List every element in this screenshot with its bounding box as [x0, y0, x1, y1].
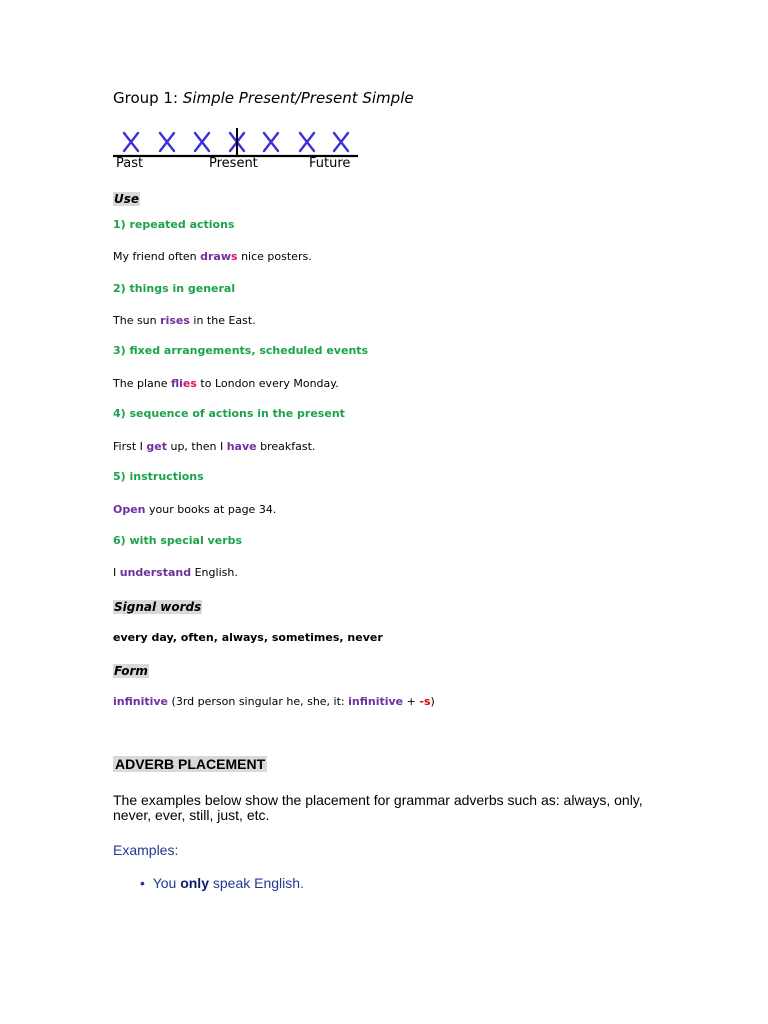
cross-mark: [334, 133, 348, 151]
text-fragment: First I: [113, 440, 147, 453]
highlight-verb: fli: [170, 377, 183, 390]
text-fragment: up, then I: [166, 440, 227, 453]
timeline-label-future: Future: [309, 156, 351, 171]
example-sentence: [113, 314, 256, 327]
highlight-ending: es: [182, 377, 197, 390]
use-label-1: 1) repeated actions: [113, 218, 235, 231]
highlight-verb: infinitive: [113, 695, 169, 708]
adverb-description: The examples below show the placement for grammar adverbs such as: always, only, never, ever, still, just, etc.: [113, 792, 643, 823]
highlight-ending: s: [231, 250, 238, 263]
text-fragment: The plane: [113, 377, 171, 390]
bullet-adverb: only: [180, 875, 209, 891]
text-fragment: to London every Monday.: [196, 377, 339, 390]
text-fragment: in the East.: [189, 314, 256, 327]
text-fragment: nice posters.: [237, 250, 312, 263]
highlight-verb: draw: [200, 250, 232, 263]
use-label-6: 6) with special verbs: [113, 534, 243, 547]
highlight-verb: get: [146, 440, 167, 453]
use-label-2: 2) things in general: [113, 282, 236, 295]
highlight-verb: understand: [119, 566, 192, 579]
text-fragment: your books at page 34.: [145, 503, 277, 516]
highlight-verb: infinitive: [348, 695, 404, 708]
text-fragment: (3rd person singular he, she, it:: [168, 695, 349, 708]
example-sentence: [113, 440, 315, 453]
example-sentence: [113, 503, 276, 516]
example-sentence: [113, 566, 238, 579]
example-sentence: [113, 377, 339, 390]
signal-words-list: every day, often, always, sometimes, never: [113, 631, 383, 644]
highlight-verb: have: [226, 440, 257, 453]
use-heading: Use: [114, 192, 140, 206]
use-label-5: 5) instructions: [113, 470, 204, 483]
form-rule: [113, 695, 435, 708]
cross-mark: [264, 133, 278, 151]
text-fragment: I: [113, 566, 120, 579]
text-fragment: ): [430, 695, 435, 708]
example-bullet: [140, 875, 304, 891]
text-fragment: My friend often: [113, 250, 201, 263]
adverb-placement-heading: ADVERB PLACEMENT: [115, 756, 266, 772]
timeline-diagram: [112, 120, 372, 180]
example-sentence: [113, 250, 312, 263]
text-fragment: English.: [191, 566, 238, 579]
use-label-3: 3) fixed arrangements, scheduled events: [113, 344, 369, 357]
text-fragment: +: [403, 695, 420, 708]
text-fragment: The sun: [113, 314, 161, 327]
cross-mark: [124, 133, 138, 151]
cross-mark: [195, 133, 209, 151]
page-title: [113, 89, 414, 107]
title-tense: Simple Present/Present Simple: [182, 89, 414, 107]
text-fragment: breakfast.: [256, 440, 316, 453]
timeline-label-present: Present: [209, 156, 258, 171]
title-prefix: Group 1:: [113, 89, 183, 107]
use-label-4: 4) sequence of actions in the present: [113, 407, 345, 420]
bullet-pre: You: [152, 875, 181, 891]
form-heading: Form: [114, 664, 148, 678]
highlight-verb: Open: [113, 503, 146, 516]
signal-words-heading: Signal words: [114, 600, 202, 614]
cross-mark: [300, 133, 314, 151]
highlight-red: -s: [419, 695, 431, 708]
highlight-verb: rises: [160, 314, 190, 327]
bullet-post: speak English.: [208, 875, 304, 891]
cross-mark: [160, 133, 174, 151]
bullet-dot: •: [140, 875, 145, 891]
examples-label: Examples:: [113, 842, 179, 858]
timeline-label-past: Past: [116, 156, 144, 171]
